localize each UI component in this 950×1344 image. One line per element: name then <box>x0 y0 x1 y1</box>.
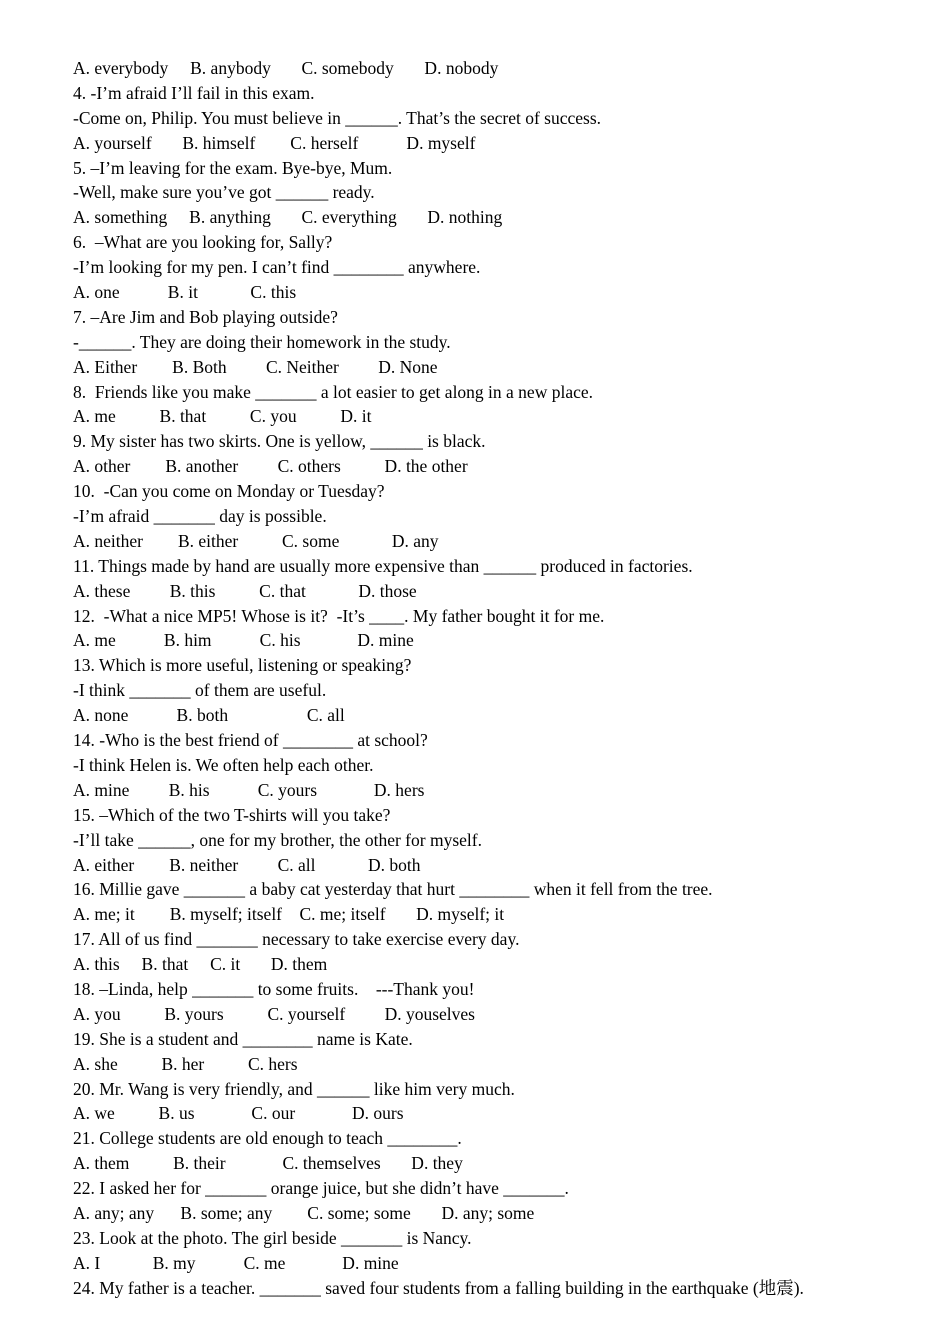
option-line-q10: A. neither B. either C. some D. any <box>73 530 439 551</box>
question-4-line-2: -Come on, Philip. You must believe in ______. That’s the secret of success. <box>73 107 602 128</box>
question-5-line-1: 5. –I’m leaving for the exam. Bye-bye, Mum. <box>73 157 393 178</box>
question-11-line-1: 11. Things made by hand are usually more expensive than ______ produced in factories. <box>73 555 693 576</box>
question-7-line-1: 7. –Are Jim and Bob playing outside? <box>73 306 338 327</box>
option-line-q5: A. something B. anything C. everything D. nothing <box>73 207 503 228</box>
question-18-line-1: 18. –Linda, help _______ to some fruits. ---Thank you! <box>73 978 475 999</box>
option-line-q8: A. me B. that C. you D. it <box>73 406 372 427</box>
question-13-line-1: 13. Which is more useful, listening or speaking? <box>73 655 412 676</box>
option-line-q12: A. me B. him C. his D. mine <box>73 630 414 651</box>
question-14-line-2: -I think Helen is. We often help each other. <box>73 754 374 775</box>
question-19-line-1: 19. She is a student and ________ name is Kate. <box>73 1028 413 1049</box>
option-line-q17: A. this B. that C. it D. them <box>73 954 328 975</box>
option-line-q3: A. everybody B. anybody C. somebody D. nobody <box>73 58 499 78</box>
question-22-line-1: 22. I asked her for _______ orange juice, but she didn’t have _______. <box>73 1178 569 1199</box>
option-line-q11: A. these B. this C. that D. those <box>73 580 417 601</box>
question-8-line-1: 8. Friends like you make _______ a lot easier to get along in a new place. <box>73 381 594 402</box>
option-line-q9: A. other B. another C. others D. the other <box>73 456 468 477</box>
question-17-line-1: 17. All of us find _______ necessary to take exercise every day. <box>73 929 520 950</box>
option-line-q4: A. yourself B. himself C. herself D. myself <box>73 132 476 153</box>
question-24-line-1: 24. My father is a teacher. _______ saved four students from a falling building in the earthquake (地震). <box>73 1277 804 1298</box>
option-line-q18: A. you B. yours C. yourself D. youselves <box>73 1003 475 1024</box>
worksheet-page <box>73 56 923 1301</box>
option-line-q21: A. them B. their C. themselves D. they <box>73 1153 463 1174</box>
option-line-q13: A. none B. both C. all <box>73 705 345 726</box>
option-line-q6: A. one B. it C. this <box>73 282 297 303</box>
question-15-line-1: 15. –Which of the two T-shirts will you take? <box>73 804 391 825</box>
question-7-line-2: -______. They are doing their homework in the study. <box>73 331 451 352</box>
question-23-line-1: 23. Look at the photo. The girl beside _______ is Nancy. <box>73 1227 472 1248</box>
option-line-q15: A. either B. neither C. all D. both <box>73 854 421 875</box>
option-line-q14: A. mine B. his C. yours D. hers <box>73 779 425 800</box>
question-10-line-2: -I’m afraid _______ day is possible. <box>73 506 327 527</box>
option-line-q19: A. she B. her C. hers <box>73 1053 298 1074</box>
question-16-line-1: 16. Millie gave _______ a baby cat yesterday that hurt ________ when it fell from the tree. <box>73 879 713 900</box>
question-13-line-2: -I think _______ of them are useful. <box>73 680 327 701</box>
question-4-line-1: 4. -I’m afraid I’ll fail in this exam. <box>73 82 315 103</box>
question-14-line-1: 14. -Who is the best friend of ________ at school? <box>73 730 428 751</box>
question-9-line-1: 9. My sister has two skirts. One is yellow, ______ is black. <box>73 431 486 452</box>
question-20-line-1: 20. Mr. Wang is very friendly, and ______ like him very much. <box>73 1078 515 1099</box>
option-line-q20: A. we B. us C. our D. ours <box>73 1103 404 1124</box>
option-line-q16: A. me; it B. myself; itself C. me; itself D. myself; it <box>73 904 505 925</box>
question-5-line-2: -Well, make sure you’ve got ______ ready. <box>73 182 375 203</box>
question-15-line-2: -I’ll take ______, one for my brother, the other for myself. <box>73 829 482 850</box>
option-line-q22: A. any; any B. some; any C. some; some D. any; some <box>73 1202 535 1223</box>
option-line-q7: A. Either B. Both C. Neither D. None <box>73 356 438 377</box>
option-line-q23: A. I B. my C. me D. mine <box>73 1252 399 1273</box>
question-6-line-2: -I’m looking for my pen. I can’t find ________ anywhere. <box>73 257 481 278</box>
question-10-line-1: 10. -Can you come on Monday or Tuesday? <box>73 481 385 502</box>
question-6-line-1: 6. –What are you looking for, Sally? <box>73 232 333 253</box>
question-12-line-1: 12. -What a nice MP5! Whose is it? -It’s ____. My father bought it for me. <box>73 605 605 626</box>
question-21-line-1: 21. College students are old enough to teach ________. <box>73 1128 462 1149</box>
